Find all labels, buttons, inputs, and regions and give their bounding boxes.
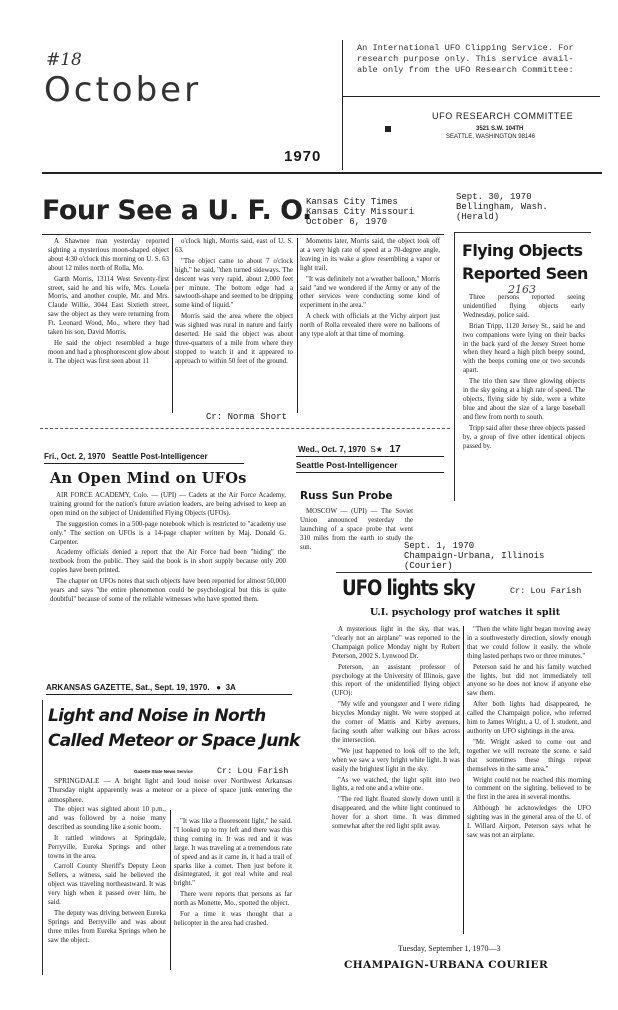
paragraph: Peterson said he and his family watched the lights, but did not immediately tell anyone so he does not know if anyone else saw them. <box>467 663 591 698</box>
article-four-headline: Four See a U. F. O. <box>42 195 312 226</box>
paragraph: The trio then saw three glowing objects in the sky going at a high rate of speed. The objects, flying side by side, were a white blue and about the size of a large baseball and flew from north to south. <box>463 378 585 421</box>
article-flying-body <box>463 294 585 453</box>
paragraph: "It was definitely not a weather balloon," Morris said "and we wondered if the Army or any of the other services were conducting some kind of experiment in the area." <box>300 275 440 310</box>
article-open-mind-body <box>50 492 286 607</box>
article-champaign-subhead: U.I. psychology prof watches it split <box>370 607 561 618</box>
paragraph: A Shawnee man yesterday reported sighting a mysterious moon-shaped object about 4:30 o'clock this morning on U. S. 63 about 12 miles north of Rolla, Mo. <box>48 238 169 272</box>
org-name: UFO RESEARCH COMMITTEE <box>432 111 574 121</box>
article-flying-headline-2: Reported Seen <box>462 264 588 283</box>
clip-number: #18 <box>46 50 82 70</box>
paragraph: o'clock high, Morris said, east of U. S. 63. <box>175 238 293 254</box>
paragraph: Garth Morris, 13114 West Seventy-first street, said he and his wife, Mrs. Louela Morris, and another couple, Mr. and Mrs. Claude Willie, 3044 East Sixtieth street, saw the object as they were returning from Ft. Leonard Wood, Mo., where they had taken his son, David Morris. <box>48 275 169 337</box>
article-russ-body <box>300 508 413 555</box>
header-divider-vertical <box>342 40 343 170</box>
paragraph: The deputy was driving between Eureka Springs and Berryville and was about three miles from Eureka Springs when he saw the object. <box>48 909 166 944</box>
notice-line: able only from the UFO Research Committee: <box>357 65 574 75</box>
paragraph: A check with officials at the Vichy airport just north of Rolla revealed there were no balloons of any type aloft at that time of morning. <box>300 313 440 339</box>
dateline-page: 3A <box>225 683 236 692</box>
paragraph: Three persons reported seeing unidentified flying objects early Wednesday, police said. <box>463 294 585 319</box>
article-open-mind-dateline: Fri., Oct. 2, 1970 Seattle Post-Intelligencer <box>44 452 208 461</box>
star-mark: S★ <box>368 445 388 454</box>
article-light-col-2 <box>174 818 292 931</box>
header-divider-horizontal <box>342 96 600 97</box>
source-line: Kansas City Missouri <box>306 207 415 217</box>
article-champaign-footer-paper: CHAMPAIGN-URBANA COURIER <box>344 959 549 971</box>
paragraph: Morris said the area where the object was sighted was rural in nature and fairly deserted. He said the object was about three-quarters of a mile from where they stopped to watch it and it appeared to approach to within 50 feet of the ground. <box>175 313 293 365</box>
paragraph: Brian Tripp, 1120 Jersey St., said he and two companions were lying on their backs in the back yard of the Jersey Street home when they heard a high pitch beepy sound, with the beeps coming one or two seconds apart. <box>463 322 585 375</box>
org-address-1: 3521 S.W. 104TH <box>476 126 524 132</box>
article-four-source <box>306 197 414 227</box>
article-flying-headline-1: Flying Objects <box>462 241 583 260</box>
paragraph: "The red light floated slowly down until it disappeared, and the white light continued to hover for a short time. It was dimmed somewhat after the red light split away. <box>332 796 460 831</box>
paragraph: Academy officials denied a report that the Air Force had been "hiding" the textbook from the public. They said the book is in short supply because only 200 copies have been printed. <box>50 549 286 575</box>
paragraph: "Mr. Wright asked to come out and together we will recreate the scene. e said that sometimes these things repeat themselves in the same area." <box>467 738 591 773</box>
column-divider <box>463 626 464 934</box>
article-light-credit: Cr: Lou Farish <box>217 766 289 776</box>
article-champaign-col-2 <box>467 626 591 843</box>
article-flying-date <box>456 192 548 222</box>
handwritten-number: 2163 <box>508 283 536 296</box>
paragraph: AIR FORCE ACADEMY, Colo. — (UPI) — Cadets at the Air Force Academy, training ground for the nation's future aviation leaders, are being advised to keep an open mind on the subject of Unidentified Flying Objects (UFOs). <box>50 492 286 517</box>
article-four-col-3 <box>300 238 440 342</box>
paragraph: Moments later, Morris said, the object took off at a very high rate of speed at a 70-degree angle, leaving in its wake a glow resembling a vapor or light trail. <box>300 238 440 272</box>
date-line: Champaign-Urbana, Illinois <box>404 551 545 561</box>
date-line: (Courier) <box>404 561 453 571</box>
article-light-headline-2: Called Meteor or Space Junk <box>48 731 300 751</box>
article-four-col-2 <box>175 238 293 369</box>
article-champaign-credit: Cr: Lou Farish <box>510 586 582 596</box>
article-russ-paper: Seattle Post-Intelligencer <box>296 460 398 470</box>
paragraph: "We just happened to look off to the left, when we saw a very bright white light. It was easily the brightest light in the sky. <box>332 747 460 773</box>
paragraph: It rattled windows at Springdale, Perryville, Eureka Springs and other towns in the area. <box>48 834 166 860</box>
russ-top-rule <box>296 456 444 457</box>
article-light-dateline <box>46 683 236 692</box>
paragraph: SPRINGDALE — A bright light and loud noise over Northwest Arkansas Thursday night apparently was a meteor or a piece of space junk entering the atmosphere. <box>48 776 292 804</box>
paragraph: A mysterious light in the sky, that was, "clearly not an airplane" was reported to the Champaign police Monday night by Robert Peterson, 2002 S. Lynwood Dr. <box>332 626 460 660</box>
paragraph: MOSCOW — (UPI) — The Soviet Union announced yesterday the launching of a space probe that went 310 miles from the earth to study the sun. <box>300 508 413 551</box>
dateline-text: ARKANSAS GAZETTE, Sat., Sept. 19, 1970. <box>46 683 210 692</box>
paragraph: The object was sighted about 10 p.m., and was followed by a noise many described as sounding like a sonic boom. <box>48 806 166 831</box>
cut-line <box>40 428 450 429</box>
article-champaign-footer-date: Tuesday, September 1, 1970—3 <box>398 944 501 953</box>
year-label: 1970 <box>284 148 322 165</box>
paragraph: The chapter on UFOs notes that such objects have been reported for almost 50,000 years and says "the entire phenomenon could be psychological but this is quite doubtful" because of some of the reliable witnesses who have spotted them. <box>50 578 286 603</box>
source-line: October 6, 1970 <box>306 217 388 227</box>
dot-mark: ● <box>211 683 224 692</box>
article-four-rule <box>42 234 444 235</box>
paragraph: There were reports that persons as far north as Monette, Mo., spotted the object. <box>174 891 292 908</box>
source-line: Kansas City Times <box>306 197 398 207</box>
paragraph: "It was like a fluorescent light," he said. "I looked up to my left and there was this thing coming in. It was red and it was large. It was traveling at a tremendous rate of speed and as it came in, it had a trail of sparks like a comet. Then just before it disintegrated, it got real white and real bright." <box>174 818 292 888</box>
light-dateline-rule <box>46 694 292 695</box>
article-light-headline-1: Light and Noise in North <box>48 706 266 726</box>
paragraph: Carroll County Sheriff's Deputy Leon Sellers, a witness, said he believed the object was traveling northeastward. It was very high when it passed over him, he said. <box>48 863 166 907</box>
dateline-date: Wed., Oct. 7, 1970 <box>298 445 366 454</box>
paragraph: For a time it was thought that a helicopter in the area had crashed. <box>174 911 292 927</box>
article-light-lead <box>48 776 292 806</box>
notice-line: An International UFO Clipping Service. For <box>357 43 574 53</box>
article-four-credit: Cr: Norma Short <box>206 412 288 422</box>
date-line: (Herald) <box>456 212 500 222</box>
article-light-service: Gazette State News Service <box>134 769 193 774</box>
article-russ-dateline <box>298 444 401 455</box>
paragraph: Wright could not be reached this morning to comment on the sighting, believed to be the first in the area in several months. <box>467 776 591 802</box>
paragraph: Peterson, an assistant professor of psychology at the University of Illinois, gave this report of the unidentified flying object (UFO): <box>332 663 460 698</box>
paragraph: Although he acknowledges the UFO sighting was in the general area of the U. of I. Willard Airport, Peterson says what he saw was not an airplane. <box>467 805 591 839</box>
article-russ-headline: Russ Sun Probe <box>300 490 393 502</box>
article-open-mind-headline: An Open Mind on UFOs <box>50 470 247 487</box>
bullet-mark <box>385 126 391 132</box>
dateline-rule <box>44 463 244 464</box>
column-divider <box>172 238 173 413</box>
header-bottom-rule <box>42 172 602 174</box>
date-line: Sept. 30, 1970 <box>456 192 532 202</box>
russ-paper-rule <box>296 472 444 473</box>
org-address-2: SEATTLE, WASHINGTON 98146 <box>446 134 535 140</box>
article-champaign-date <box>404 541 544 571</box>
dateline-page: 17 <box>389 444 401 455</box>
paragraph: Tripp said after these three objects passed by, a group of five other identical objects passed by. <box>463 424 585 450</box>
paragraph: The suggestion comes in a 500-page notebook which is restricted to "academy use only." The section on UFOs is a 14-page chapter written by Maj. Donald G. Carpenter. <box>50 520 286 546</box>
paragraph: "Then the white light began moving away in a southwesterly direction, slowly enough that we could follow it easily. the whole thing lasted perhaps two or three minutes." <box>467 626 591 660</box>
paragraph: "My wife and youngster and I were riding bicycles Monday night. We were stopped at the corner of Mattis and Kirby avenues, facing south after walking our bikes across the intersection. <box>332 701 460 744</box>
column-divider <box>297 238 298 413</box>
article-champaign-col-1 <box>332 626 460 834</box>
article-light-col-1 <box>48 806 166 948</box>
date-line: Bellingham, Wash. <box>456 202 548 212</box>
notice-line: research purpose only. This service avail- <box>357 54 574 64</box>
column-divider <box>170 810 171 970</box>
champaign-top-rule <box>336 572 592 573</box>
paragraph: "As we watched, the light split into two lights, a red one and a white one. <box>332 776 460 793</box>
notice-text <box>357 43 574 76</box>
paragraph: After both lights had disappeared, he called the Champaign police, who referred him to James Wright, a U. of I. student, and authority on UFO sightings in the area. <box>467 701 591 735</box>
light-left-border <box>42 700 43 975</box>
article-champaign-headline: UFO lights sky <box>342 576 475 600</box>
paragraph: "The object came to about 7 o'clock high," he said, "then turned sideways. The descent was very rapid, about 2,000 feet per minute. The bottom edge had a sawtooth-shape and seemed to be dripping some kind of liquid." <box>175 257 293 310</box>
article-four-col-1 <box>48 238 169 369</box>
date-line: Sept. 1, 1970 <box>404 541 475 551</box>
paragraph: He said the object resembled a huge moon and had a phosphorescent glow about it. The object was first seen about 11 <box>48 339 169 365</box>
month-title: October <box>44 70 202 110</box>
